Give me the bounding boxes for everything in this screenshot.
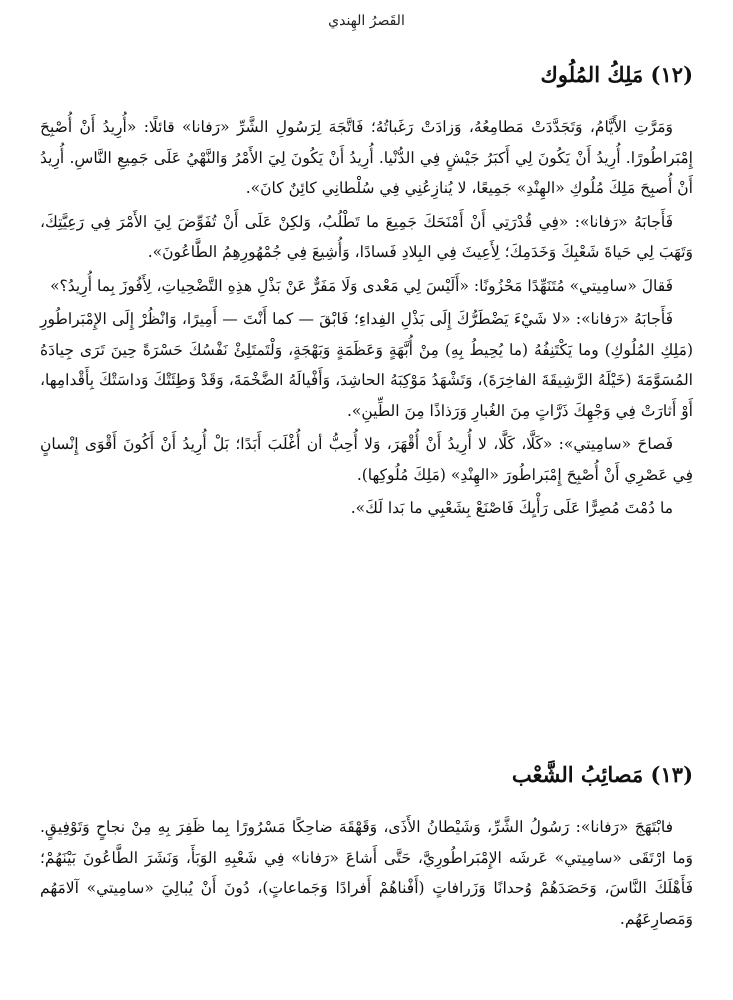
running-header: القَصرُ الهِندي — [328, 13, 405, 29]
paragraph: وَمَرَّتِ الأَيَّامُ، وَتَجَدَّدَتْ مَطامِعُهُ، وَزادَتْ رَغَباتُهُ؛ فَاتَّجَهَ لِرَسُولِ الشَّرِّ «رَفانا» قائلًا: «أُرِيدُ أَنْ أُصْبِحَ إِمْبَراطُورًا. أُرِيدُ أَنْ يَكُونَ لِي أَكبَرُ جَيْشٍ فِي الدُّنْيا. أُرِيدُ أَنْ يَكُونَ لِيَ الأَمْرُ وَالنَّهْيُ عَلَى جَمِيعِ النَّاسِ. أُرِيدُ أَنْ أُصبِحَ مَلِكَ مُلُوكِ «الهِنْدِ» جَمِيعًا، لا يُنازِعُنِي فِي سُلْطانِي كائِنٌ كانَ». — [40, 118, 693, 197]
paragraph: فابْتَهَجَ «رَفانا»: رَسُولُ الشَّرِّ، وَشَيْطانُ الأَذَى، وَقَهْقَهَ ضاحِكًا مَسْرُورًا بِما ظَفِرَ بِهِ مِنْ نجاحٍ وَتَوْفِيقٍ. وَما ارْتَقَى «سامِيتي» عَرشَه الإِمْبَراطُورِيَّ، حَتَّى أَشاعَ «رَفانا» فِي شَعْبِهِ الوَبَأَ، وَنَشَرَ الطَّاعُونَ بَيْنَهُمْ؛ فَأَهْلَكَ النَّاسَ، وَحَصَدَهُمْ وُحدانًا وَزَرافاتٍ (أَفْناهُمْ أَفرادًا وَجَماعاتٍ)، دُونَ أَنْ يُبالِيَ «سامِيتي» آلامَهُم وَمَصارِعَهُم. — [40, 818, 693, 928]
paragraph: فَأَجابَهُ «رَفانا»: «لا شَيْءَ يَضْطَرُّكَ إِلَى بَذْلِ الفِداءِ؛ فَابْقَ — كما أَنْتَ — أَمِيرًا، وَانْظُرْ إِلَى الإِمْبَراطُورِ (مَلِكِ المُلُوكِ) وما يَكْتَنِفُهُ (ما يُحِيطُ بِهِ) مِنْ أُبَّهَةٍ وَعَظَمَةٍ وَبَهْجَةٍ، وَلْتَمتَلِئْ نَفْسُكَ حَسْرَةً حِينَ تَرَى جِيادَهُ المُسَوَّمَةَ (خَيْلَهُ الرَّشِيقَةَ الفاخِرَةَ)، وَتَشْهَدُ مَوْكِبَهُ الحاشِدَ، وَأَفْيالَهُ الضَّخْمَةَ، وَقَدْ وَطِئَتْكَ وَداسَتْكَ بِأَقْدامِها، أَوْ أَثارَتْ فِي وَجْهِكَ ذَرَّاتٍ مِنَ الغُبارِ وَرَذاذًا مِنَ الطِّينِ». — [40, 310, 693, 420]
paragraph: فَصاحَ «سامِيتي»: «كَلَّا، كَلَّا، لا أُرِيدُ أَنْ أُقْهَرَ، وَلا أُحِبُّ أن أُغْلَبَ أَبَدًا؛ بَلْ أُرِيدُ أَنْ أَكُونَ أَقْوَى إِنْسانٍ فِي عَصْرِي أَنْ أُصْبِحَ إِمْبَراطُورَ «الهِنْدِ» (مَلِكَ مُلُوكِها). — [40, 435, 693, 484]
paragraph: فَقالَ «سامِيتي» مُتَنَهِّدًا مَحْزُونًا: «أَلَيْسَ لِي مَعْدى وَلَا مَفَرٌّ عَنْ بَذْلِ هذِهِ التَّضْحِياتِ، لِأَفُوزَ بِما أُرِيدُ؟» — [50, 276, 673, 295]
chapter-13-body — [40, 812, 693, 937]
paragraph: فَأَجابَهُ «رَفانا»: «فِي قُدْرَتِي أَنْ أَمْنَحَكَ جَمِيعَ ما تَطْلُبُ، وَلكِنْ عَلَى أَنْ تُفَوِّضَ لِيَ الأَمْرَ فِي رَعِيَّتِكَ، وَتَهَبَ لِي حَياةَ شَعْبِكَ وَخَدَمِكَ؛ لِأَعِيثَ فِي البِلادِ فَسادًا، وَأُشِيعَ فِي جُمْهُورِهِمُ الطَّاعُونَ». — [40, 212, 693, 261]
paragraph: ما دُمْتَ مُصِرًّا عَلَى رَأْيِكَ فَاصْنَعْ بِشَعْبِي ما بَدا لَكَ». — [350, 499, 673, 517]
chapter-12-body — [40, 112, 693, 527]
chapter-13-title: (١٣) مَصائِبُ الشَّعْب — [511, 762, 693, 787]
chapter-12-title: (١٢) مَلِكُ المُلُوك — [540, 62, 693, 87]
